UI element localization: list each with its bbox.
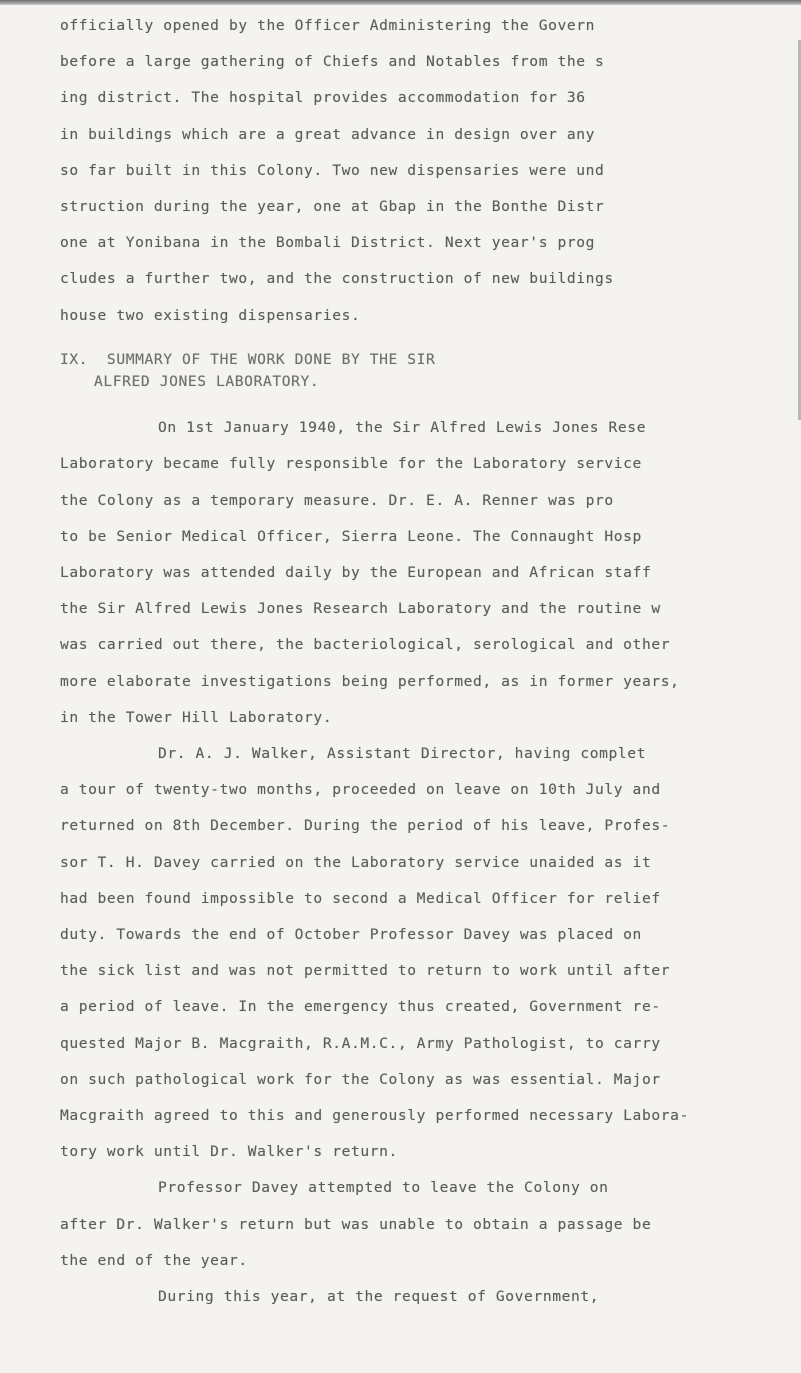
text-line: quested Major B. Macgraith, R.A.M.C., Army Pathologist, to carry	[60, 1035, 661, 1052]
paragraph-start: During this year, at the request of Government,	[158, 1288, 600, 1305]
text-line: ing district. The hospital provides accommodation for 36	[60, 89, 586, 106]
text-line: in buildings which are a great advance in design over any	[60, 126, 596, 143]
text-line: had been found impossible to second a Medical Officer for relief	[60, 890, 661, 907]
text-line: Laboratory was attended daily by the European and African staff	[60, 564, 652, 581]
text-line: the sick list and was not permitted to return to work until after	[60, 962, 671, 979]
text-line: officially opened by the Officer Administering the Govern	[60, 17, 596, 34]
text-line: before a large gathering of Chiefs and Notables from the s	[60, 53, 605, 70]
text-line: on such pathological work for the Colony as was essential. Major	[60, 1071, 661, 1088]
section-heading-continued: ALFRED JONES LABORATORY.	[94, 373, 320, 390]
text-line: Laboratory became fully responsible for the Laboratory service	[60, 455, 642, 472]
text-line: a tour of twenty-two months, proceeded on leave on 10th July and	[60, 781, 661, 798]
section-heading: IX. SUMMARY OF THE WORK DONE BY THE SIR	[60, 351, 436, 368]
text-line: one at Yonibana in the Bombali District. Next year's prog	[60, 234, 596, 251]
paragraph-start: Dr. A. J. Walker, Assistant Director, having complet	[158, 745, 647, 762]
text-line: struction during the year, one at Gbap in the Bonthe Distr	[60, 198, 605, 215]
text-line: more elaborate investigations being performed, as in former years,	[60, 673, 680, 690]
text-line: was carried out there, the bacteriological, serological and other	[60, 636, 671, 653]
text-line: in the Tower Hill Laboratory.	[60, 709, 333, 726]
text-line: after Dr. Walker's return but was unable to obtain a passage be	[60, 1216, 652, 1233]
text-line: to be Senior Medical Officer, Sierra Leone. The Connaught Hosp	[60, 528, 642, 545]
text-line: cludes a further two, and the construction of new buildings	[60, 270, 614, 287]
text-line: a period of leave. In the emergency thus created, Government re-	[60, 998, 661, 1015]
text-line: so far built in this Colony. Two new dispensaries were und	[60, 162, 605, 179]
paragraph-start: On 1st January 1940, the Sir Alfred Lewis Jones Rese	[158, 419, 647, 436]
text-line: Macgraith agreed to this and generously performed necessary Labora-	[60, 1107, 689, 1124]
text-line: the Colony as a temporary measure. Dr. E. A. Renner was pro	[60, 492, 614, 509]
text-line: the end of the year.	[60, 1252, 248, 1269]
text-line: the Sir Alfred Lewis Jones Research Laboratory and the routine w	[60, 600, 661, 617]
text-line: house two existing dispensaries.	[60, 307, 361, 324]
paragraph-start: Professor Davey attempted to leave the Colony on	[158, 1179, 609, 1196]
text-line: returned on 8th December. During the period of his leave, Profes-	[60, 817, 671, 834]
text-line: sor T. H. Davey carried on the Laboratory service unaided as it	[60, 854, 652, 871]
text-line: tory work until Dr. Walker's return.	[60, 1143, 398, 1160]
text-line: duty. Towards the end of October Professor Davey was placed on	[60, 926, 642, 943]
